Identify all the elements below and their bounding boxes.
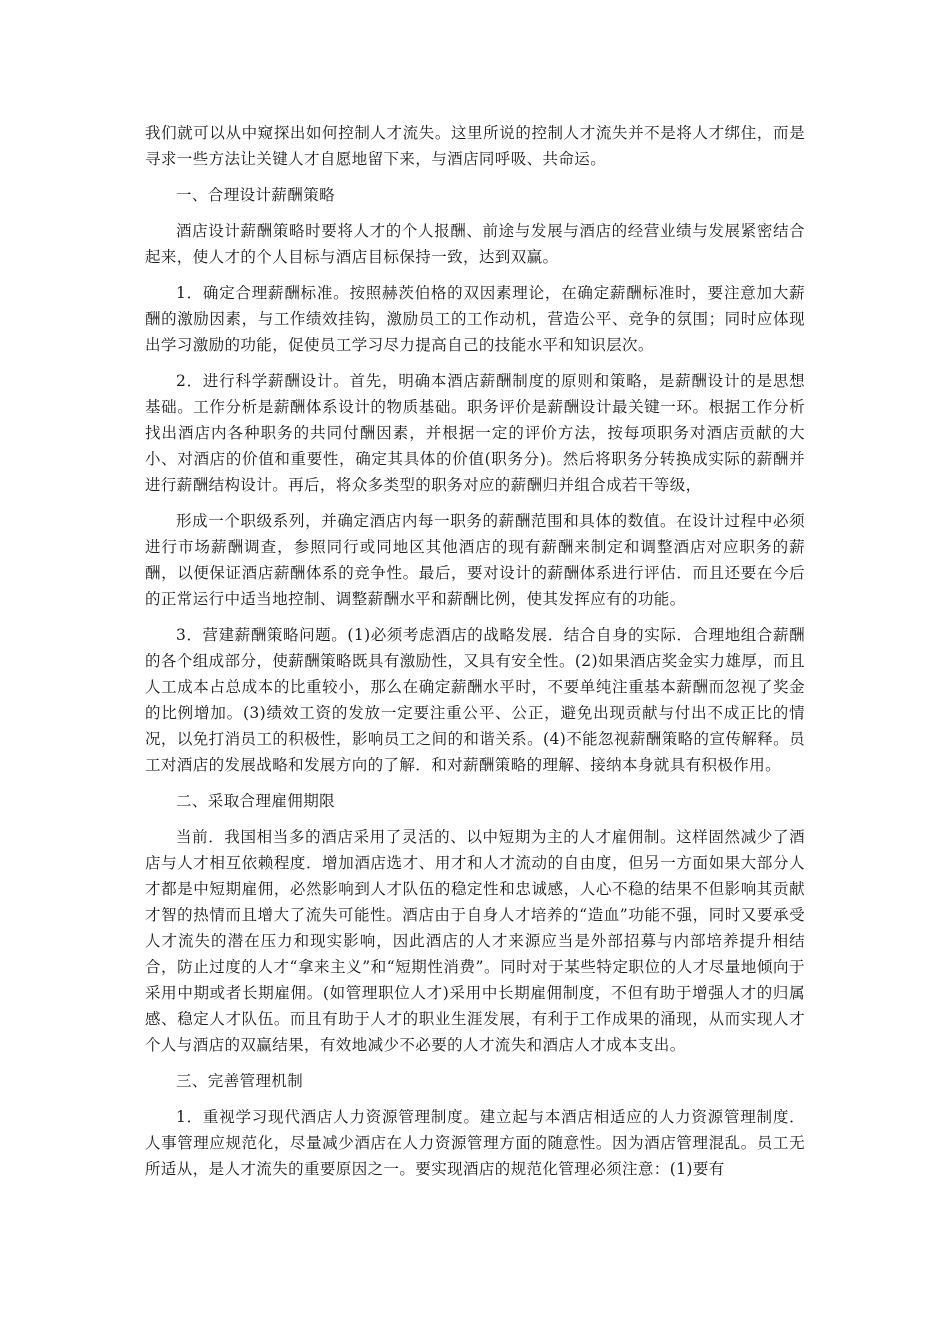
salary-design-paragraph: 2．进行科学薪酬设计。首先，明确本酒店薪酬制度的原则和策略，是薪酬设计的是思想基础。工作分析是薪酬体系设计的物质基础。职务评价是薪酬设计最关键一环。根据工作分析找出酒店内各种职务的共同付酬因素，并根据一定的评价方法，按每项职务对酒店贡献的大小、对酒店的价值和重要性，确定其具体的价值(职务分)。然后将职务分转换成实际的薪酬并进行薪酬结构设计。再后，将众多类型的职务对应的薪酬归并组合成若干等级， <box>145 372 805 494</box>
salary-standard-paragraph: 1．确定合理薪酬标准。按照赫茨伯格的双因素理论，在确定薪酬标准时，要注意加大薪酬的激励因素，与工作绩效挂钩，激励员工的工作动机，营造公平、竞争的氛围；同时应体现出学习激励的功能，促使员工学习尽力提高自己的技能水平和知识层次。 <box>145 284 805 354</box>
document-page <box>145 120 805 1192</box>
intro-paragraph: 我们就可以从中窥探出如何控制人才流失。这里所说的控制人才流失并不是将人才绑住，而是寻求一些方法让关键人才自愿地留下来，与酒店同呼吸、共命运。 <box>145 124 805 168</box>
employment-term-paragraph: 当前．我国相当多的酒店采用了灵活的、以中短期为主的人才雇佣制。这样固然减少了酒店与人才相互依赖程度．增加酒店选才、用才和人才流动的自由度，但另一方面如果大部分人才都是中短期雇佣，必然影响到人才队伍的稳定性和忠诚感，人心不稳的结果不但影响其贡献才智的热情而且增大了流失可能性。酒店由于自身人才培养的“造血”功能不强，同时又要承受人才流失的潜在压力和现实影响，因此酒店的人才来源应当是外部招募与内部培养提升相结合，防止过度的人才“拿来主义”和“短期性消费”。同时对于某些特定职位的人才尽量地倾向于采用中期或者长期雇佣。(如管理职位人才)采用中长期雇佣制度，不但有助于增强人才的归属感、稳定人才队伍。而且有助于人才的职业生涯发展，有利于工作成果的涌现，从而实现人才个人与酒店的双赢结果，有效地减少不必要的人才流失和酒店人才成本支出。 <box>145 828 805 1054</box>
salary-issues-paragraph: 3．营建薪酬策略问题。(1)必须考虑酒店的战略发展．结合自身的实际．合理地组合薪酬的各个组成部分，使薪酬策略既具有激励性，又具有安全性。(2)如果酒店奖金实力雄厚，而且人工成本占总成本的比重较小，那么在确定薪酬水平时，不要单纯注重基本薪酬而忽视了奖金的比例增加。(3)绩效工资的发放一定要注重公平、公正，避免出现贡献与付出不成正比的情况，以免打消员工的积极性，影响员工之间的和谐关系。(4)不能忽视薪酬策略的宣传解释。员工对酒店的发展战略和发展方向的了解．和对薪酬策略的理解、接纳本身就具有积极作用。 <box>145 626 805 774</box>
section-heading-employment-term: 二、采取合理雇佣期限 <box>176 792 336 810</box>
section-heading-salary-strategy: 一、合理设计薪酬策略 <box>176 186 336 204</box>
salary-design-continued-paragraph: 形成一个职级系列，并确定酒店内每一职务的薪酬范围和具体的数值。在设计过程中必须进行市场薪酬调查，参照同行或同地区其他酒店的现有薪酬来制定和调整酒店对应职务的薪酬，以便保证酒店薪酬体系的竞争性。最后，要对设计的薪酬体系进行评估．而且还要在今后的正常运行中适当地控制、调整薪酬水平和薪酬比例，使其发挥应有的功能。 <box>145 512 805 608</box>
salary-strategy-paragraph: 酒店设计薪酬策略时要将人才的个人报酬、前途与发展与酒店的经营业绩与发展紧密结合起来，使人才的个人目标与酒店目标保持一致，达到双赢。 <box>145 222 805 266</box>
section-heading-management: 三、完善管理机制 <box>176 1072 304 1090</box>
management-paragraph: 1．重视学习现代酒店人力资源管理制度。建立起与本酒店相适应的人力资源管理制度．人事管理应规范化，尽量减少酒店在人力资源管理方面的随意性。因为酒店管理混乱。员工无所适从，是人才流失的重要原因之一。要实现酒店的规范化管理必须注意：(1)要有 <box>145 1108 805 1178</box>
